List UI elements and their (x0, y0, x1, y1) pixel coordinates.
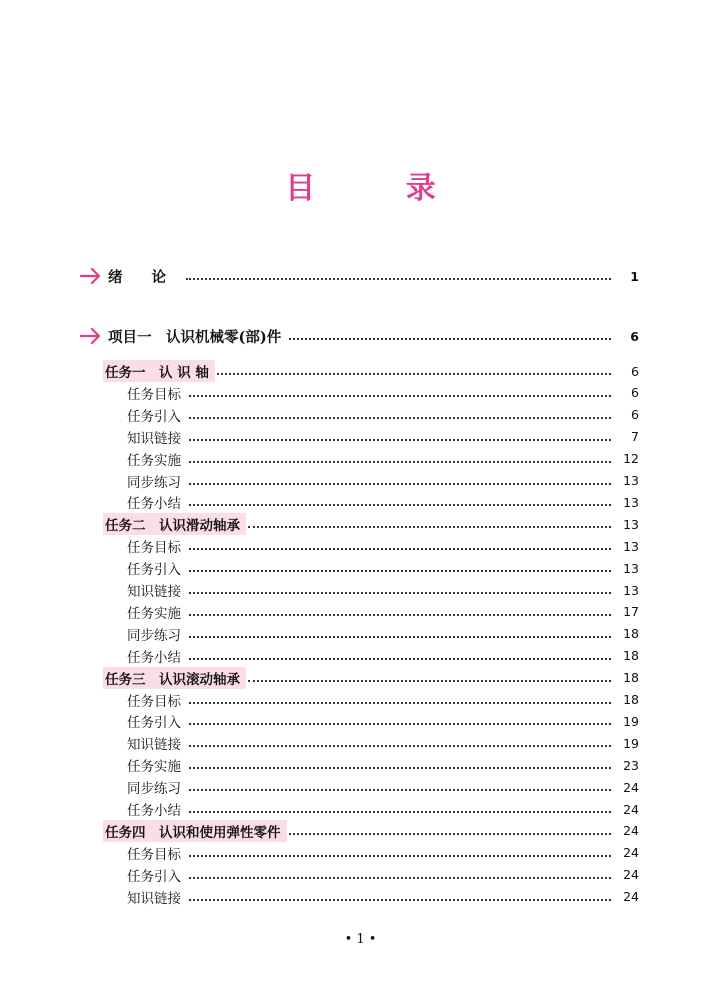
toc-page-number: 18 (623, 670, 639, 686)
toc-entry-subitem[interactable] (127, 798, 639, 820)
toc-page-number: 24 (623, 889, 639, 905)
dot-leader (189, 504, 611, 506)
toc-page-number: 12 (623, 451, 639, 467)
toc-page-number: 13 (623, 538, 639, 554)
toc-entry-task[interactable] (103, 513, 639, 535)
dot-leader (189, 745, 611, 747)
toc-task-label: 任务一 认 识 轴 (103, 360, 215, 382)
toc-entry-subitem[interactable] (127, 404, 639, 426)
toc-entry-subitem[interactable] (127, 864, 639, 886)
toc-page-number: 1 (630, 268, 639, 284)
dot-leader (189, 636, 611, 638)
dot-leader (189, 439, 611, 441)
toc-subitem-label: 任务实施 (127, 452, 181, 469)
toc-page-number: 13 (623, 582, 639, 598)
dot-leader (189, 614, 611, 616)
dot-leader (189, 702, 611, 704)
dot-leader (289, 833, 612, 835)
dot-leader (189, 570, 611, 572)
toc-entry-task[interactable] (103, 820, 639, 842)
toc-entry-subitem[interactable] (127, 623, 639, 645)
page-number-footer: • 1 • (344, 932, 377, 947)
toc-page-number: 13 (623, 516, 639, 532)
toc-page-number: 24 (623, 801, 639, 817)
toc-page-number: 18 (623, 626, 639, 642)
dot-leader (248, 680, 611, 682)
dot-leader (189, 592, 611, 594)
toc-entry-label: 绪 论 (108, 268, 179, 286)
toc-task-label: 任务四 认识和使用弹性零件 (103, 820, 287, 842)
toc-subitem-label: 知识链接 (127, 430, 181, 447)
dot-leader (189, 723, 611, 725)
toc-entry-subitem[interactable] (127, 382, 639, 404)
toc-page-number: 19 (623, 713, 639, 729)
toc-subitem-label: 任务目标 (127, 386, 181, 403)
dot-leader (189, 899, 611, 901)
toc-subitem-label: 知识链接 (127, 737, 181, 754)
toc-entry-subitem[interactable] (127, 645, 639, 667)
toc-entry-subitem[interactable] (127, 579, 639, 601)
toc-subitem-label: 同步练习 (127, 474, 181, 491)
toc-page-number: 13 (623, 473, 639, 488)
toc-entry-subitem[interactable] (127, 754, 639, 776)
toc-subitem-label: 任务小结 (127, 496, 181, 513)
toc-page-number: 6 (631, 385, 639, 401)
dot-leader (186, 278, 611, 280)
dot-leader (189, 877, 611, 879)
dot-leader (289, 338, 611, 340)
dot-leader (189, 855, 611, 857)
toc-entry-project1[interactable] (80, 325, 639, 347)
toc-page-number: 24 (623, 867, 639, 883)
toc-entry-task[interactable] (103, 360, 639, 382)
toc-subitem-label: 任务引入 (127, 715, 181, 732)
toc-page-number: 6 (631, 363, 639, 379)
dot-leader (189, 395, 611, 397)
toc-entry-subitem[interactable] (127, 601, 639, 623)
toc-entry-subitem[interactable] (127, 448, 639, 470)
toc-subitem-label: 任务实施 (127, 759, 181, 776)
toc-page-number: 13 (623, 494, 639, 510)
toc-page-number: 24 (623, 779, 639, 795)
dot-leader (248, 526, 611, 528)
dot-leader (189, 483, 611, 485)
dot-leader (189, 461, 611, 463)
toc-entry-subitem[interactable] (127, 535, 639, 557)
toc-page-number: 18 (623, 648, 639, 664)
toc-entry-subitem[interactable] (127, 491, 639, 513)
dot-leader (189, 548, 611, 550)
toc-entry-subitem[interactable] (127, 776, 639, 798)
toc-entry-subitem[interactable] (127, 732, 639, 754)
toc-entry-subitem[interactable] (127, 886, 639, 908)
toc-entry-task[interactable] (103, 667, 639, 689)
dot-leader (189, 767, 611, 769)
toc-subitem-label: 同步练习 (127, 627, 181, 644)
toc-entry-label: 项目一 认识机械零(部)件 (108, 328, 282, 346)
toc-page-number: 18 (623, 692, 639, 707)
toc-page-number: 6 (631, 407, 639, 423)
toc-entry-subitem[interactable] (127, 842, 639, 864)
toc-page-number: 23 (623, 757, 639, 773)
toc-task-label: 任务二 认识滑动轴承 (103, 513, 246, 535)
toc-subitem-label: 任务引入 (127, 408, 181, 425)
dot-leader (189, 811, 611, 813)
toc-subitem-label: 任务目标 (127, 846, 181, 863)
dot-leader (189, 658, 611, 660)
toc-page-number: 7 (631, 429, 639, 445)
arrow-right-icon (80, 268, 102, 284)
toc-subitem-label: 知识链接 (127, 890, 181, 907)
dot-leader (189, 789, 611, 791)
dot-leader (189, 417, 611, 419)
toc-page-number: 13 (623, 560, 639, 576)
toc-entry-subitem[interactable] (127, 557, 639, 579)
toc-subitem-label: 任务小结 (127, 649, 181, 666)
toc-entry-subitem[interactable] (127, 470, 639, 492)
toc-subitem-label: 任务小结 (127, 803, 181, 819)
toc-page-number: 19 (623, 735, 639, 751)
toc-entry-subitem[interactable] (127, 426, 639, 448)
toc-page-number: 6 (630, 328, 639, 344)
toc-entry-subitem[interactable] (127, 689, 639, 711)
toc-page-number: 17 (623, 604, 639, 620)
toc-subitem-label: 任务实施 (127, 605, 181, 622)
toc-subitem-label: 同步练习 (127, 781, 181, 798)
page-title: 目 录 (285, 171, 476, 206)
toc-entry-intro[interactable] (80, 265, 639, 287)
dot-leader (217, 373, 611, 375)
toc-subitem-label: 任务引入 (127, 868, 181, 885)
toc-subitem-label: 任务目标 (127, 693, 181, 710)
toc-task-label: 任务三 认识滚动轴承 (103, 667, 246, 689)
toc-subitem-label: 知识链接 (127, 584, 181, 600)
toc-page-number: 24 (623, 845, 639, 861)
toc-subitem-label: 任务引入 (127, 562, 181, 579)
toc-entry-subitem[interactable] (127, 710, 639, 732)
arrow-right-icon (80, 328, 102, 344)
toc-subitem-label: 任务目标 (127, 540, 181, 557)
toc-page-number: 24 (623, 823, 639, 839)
